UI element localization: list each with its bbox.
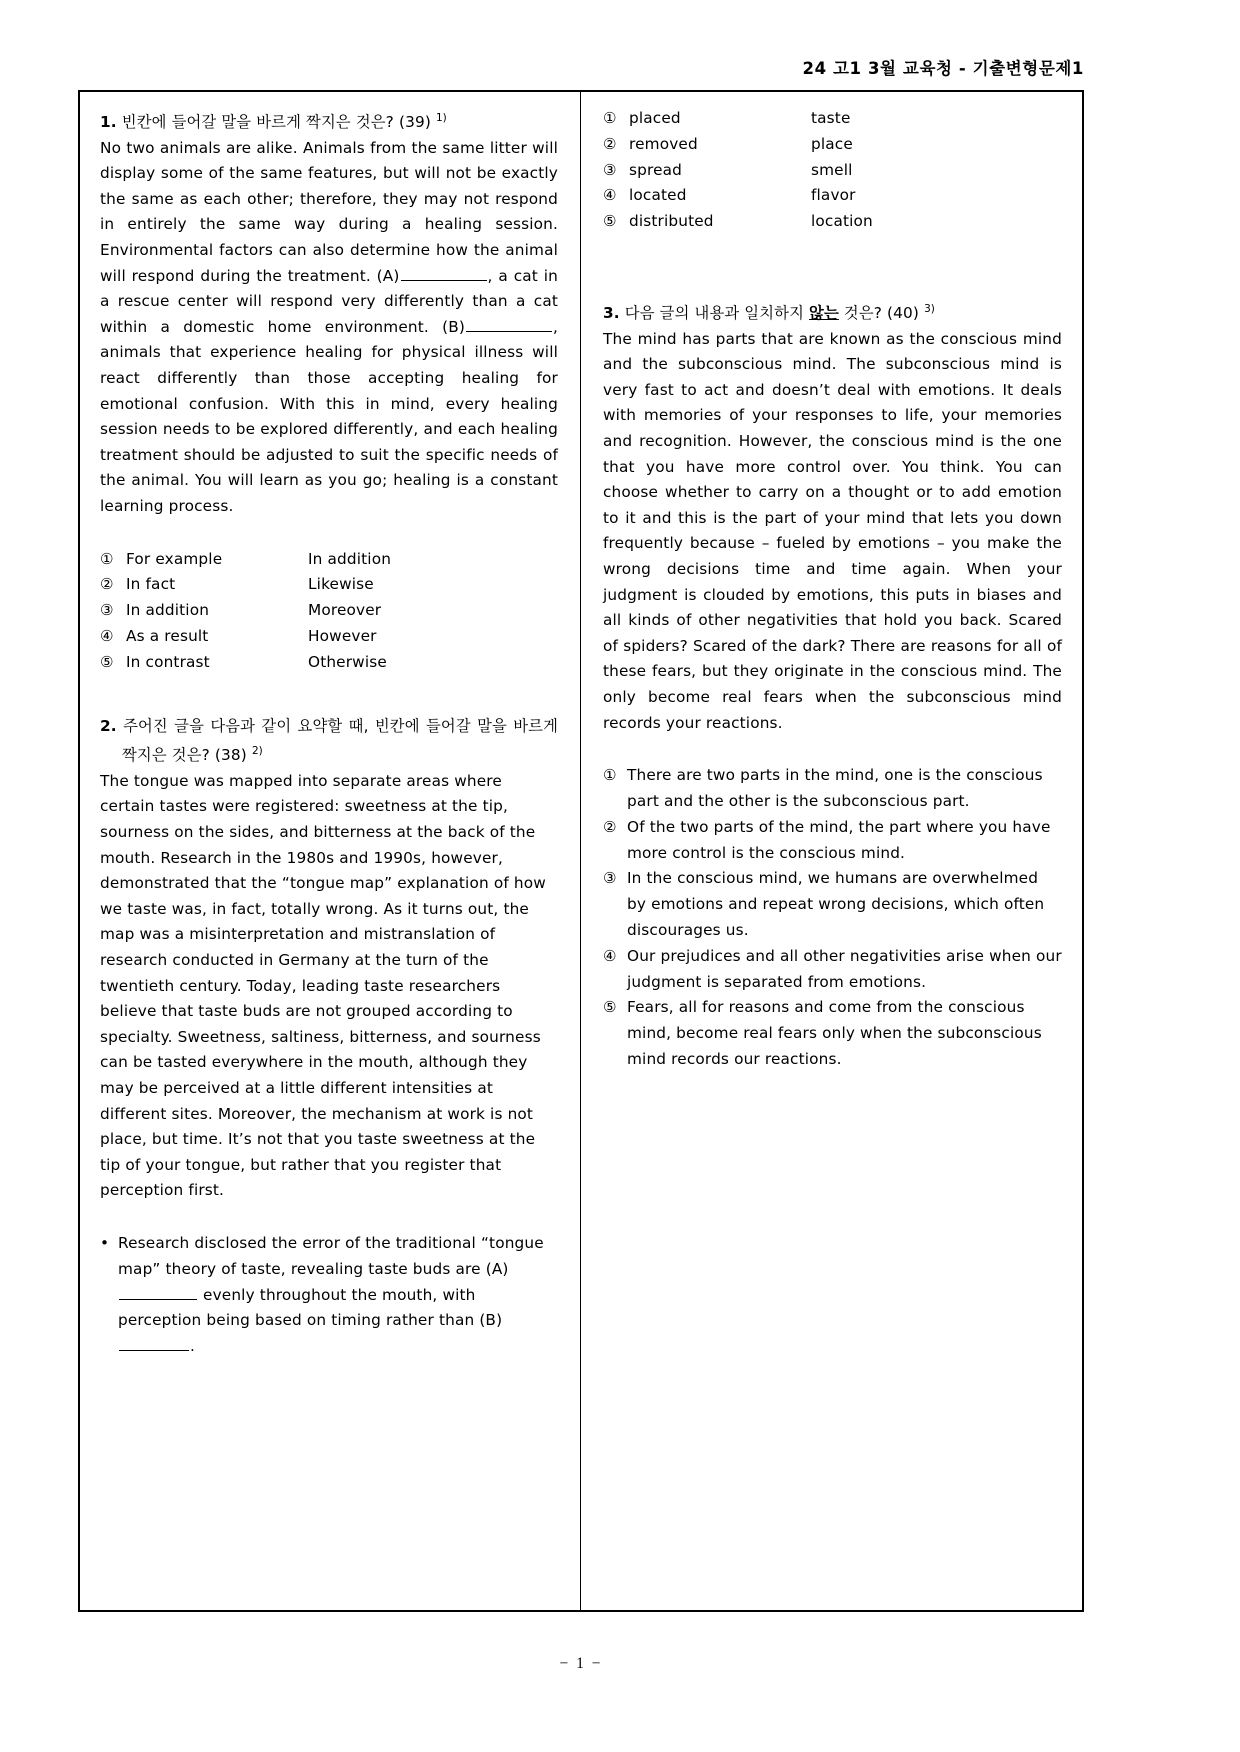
bullet-icon: • — [100, 1233, 110, 1252]
question-1-heading — [100, 106, 558, 136]
option-marker: ④ — [603, 186, 617, 205]
option-marker: ② — [603, 817, 617, 836]
question-3-option-1[interactable] — [603, 763, 1062, 815]
option-marker: ⑤ — [603, 212, 617, 231]
question-3-passage: The mind has parts that are known as the conscious mind and the subconscious mind. The subconscious mind is very fast to act and doesn’t deal with emotions. It deals with memories of your responses to life, your memories and recognition. However, the conscious mind is the one that you have more control over. You think. You can choose whether to carry on a thought or to add emotion to it and this is the part of your mind that lets you down frequently because – fueled by emotions – you make the wrong decisions time and time again. When your judgment is clouded by emotions, this puts in biases and all kinds of other negativities that hold you back. Scared of spiders? Scared of the dark? There are reasons for all of these fears, but they originate in the conscious mind. The only become real fears when the subconscious mind records your reactions. — [603, 329, 1062, 732]
spacer — [603, 736, 1062, 763]
option-text-b: However — [308, 626, 377, 645]
option-text-a: In contrast — [126, 652, 210, 671]
option-text: Of the two parts of the mind, the part where you have more control is the conscious mind. — [627, 817, 1051, 862]
option-text-b: smell — [811, 160, 853, 179]
question-2-option-5[interactable] — [603, 209, 1062, 235]
option-text-b: Likewise — [308, 575, 374, 594]
question-2-blank-a — [119, 1284, 197, 1300]
spacer — [603, 235, 1062, 297]
question-2-blank-b — [119, 1335, 189, 1351]
question-1-passage — [100, 136, 558, 520]
option-marker: ① — [603, 109, 617, 127]
option-text-a: In addition — [126, 601, 210, 620]
option-text-a: placed — [629, 109, 681, 127]
option-text: There are two parts in the mind, one is the conscious part and the other is the subconscious part. — [627, 766, 1043, 810]
option-text-b: Moreover — [308, 601, 382, 620]
option-text-b: location — [811, 212, 873, 231]
summary-part3: . — [190, 1337, 196, 1356]
summary-part2: evenly throughout the mouth, with perception being based on timing rather than (B) — [118, 1285, 503, 1330]
question-2-options — [603, 106, 1062, 235]
option-marker: ⑤ — [100, 652, 114, 671]
spacer — [100, 676, 558, 714]
question-2-option-1[interactable] — [603, 106, 1062, 132]
option-marker: ① — [100, 549, 114, 568]
question-3-prompt-before: 다음 글의 내용과 일치하지 — [624, 304, 810, 323]
left-column — [78, 90, 581, 1612]
summary-part1: Research disclosed the error of the traditional “tongue map” theory of taste, revealing taste buds are (A) — [118, 1233, 544, 1278]
question-1-options — [100, 547, 558, 676]
question-2-heading — [100, 714, 558, 769]
question-3-footnote-marker: 3) — [924, 302, 935, 315]
spacer — [100, 520, 558, 547]
question-2-option-2[interactable] — [603, 132, 1062, 158]
question-2-prompt-line1: 주어진 글을 다음과 같이 요약할 때, 빈칸에 들어갈 — [123, 716, 471, 735]
question-1-option-2[interactable] — [100, 572, 558, 598]
option-marker: ④ — [100, 626, 114, 645]
option-text: Our prejudices and all other negativities arise when our judgment is separated from emotions. — [627, 946, 1062, 991]
question-1-option-4[interactable] — [100, 624, 558, 650]
page-footer: − 1 − — [559, 1655, 603, 1672]
question-3-options — [603, 763, 1062, 1073]
question-3-option-5[interactable] — [603, 995, 1062, 1072]
question-1-blank-b — [466, 316, 552, 332]
option-text-a: removed — [629, 134, 698, 153]
option-marker: ② — [100, 575, 114, 594]
question-1-passage-part2: , a cat in a rescue center will respond very differently than a cat within a domestic home environment. (B) — [100, 266, 558, 336]
question-3-option-3[interactable] — [603, 866, 1062, 943]
spacer — [100, 1204, 558, 1231]
question-2-option-4[interactable] — [603, 183, 1062, 209]
option-marker: ① — [603, 766, 617, 785]
question-1-footnote-marker: 1) — [435, 112, 447, 124]
option-marker: ③ — [603, 869, 617, 888]
question-3-negation-word: 않는 — [809, 304, 839, 323]
option-text-a: spread — [629, 160, 683, 179]
option-text-b: flavor — [811, 186, 856, 205]
question-3-option-2[interactable] — [603, 815, 1062, 867]
question-1-option-1[interactable] — [100, 547, 558, 573]
question-1-blank-a — [401, 265, 487, 281]
option-marker: ⑤ — [603, 998, 617, 1017]
option-text-b: In addition — [308, 549, 392, 568]
option-text-a: located — [629, 186, 687, 205]
question-1-prompt: 빈칸에 들어갈 말을 바르게 짝지은 것은? (39) — [121, 113, 431, 132]
question-3-heading — [603, 297, 1062, 327]
question-2-number: 2. — [100, 716, 117, 735]
option-text-a: distributed — [629, 212, 714, 231]
option-marker: ④ — [603, 946, 617, 965]
question-3-option-4[interactable] — [603, 944, 1062, 996]
question-2-prompt-line2: 말을 바르게 짝지은 것은? (38) — [122, 716, 558, 765]
option-marker: ③ — [100, 601, 114, 620]
option-text: In the conscious mind, we humans are overwhelmed by emotions and repeat wrong decisions, which often discourages us. — [627, 869, 1045, 939]
question-1-option-5[interactable] — [100, 650, 558, 676]
option-text-a: For example — [126, 549, 223, 568]
question-3-number: 3. — [603, 304, 620, 323]
option-text-a: As a result — [126, 626, 209, 645]
question-2-passage: The tongue was mapped into separate areas where certain tastes were registered: sweetness at the tip, sourness on the sides, and bitterness at the back of the mouth. Research in the 1980s and 1990s, however, demonstrated that the “tongue map” explanation of how we taste was, in fact, totally wrong. As it turns out, the map was a misinterpretation and mistranslation of research conducted in Germany at the turn of the twentieth century. Today, leading taste researchers believe that taste buds are not grouped according to specialty. Sweetness, saltiness, bitterness, and sourness can be tasted everywhere in the mouth, although they may be perceived at a little different intensities at different sites. Moreover, the mechanism at work is not place, but time. It’s not that you taste sweetness at the tip of your tongue, but rather that you register that perception first. — [100, 771, 546, 1200]
question-3-prompt-after: 것은? (40) — [838, 304, 920, 323]
option-text-a: In fact — [126, 575, 176, 594]
question-2-footnote-marker: 2) — [251, 745, 263, 758]
question-1-passage-part3: , animals that experience healing for physical illness will react differently than those accepting healing for emotional confusion. With this in mind, every healing session needs to be explored differently, and each healing treatment should be adjusted to suit the specific needs of the animal. You will learn as you go; healing is a constant learning process. — [100, 317, 558, 515]
question-2-summary-text — [118, 1231, 558, 1360]
two-column-layout — [78, 90, 1084, 1612]
option-marker: ② — [603, 134, 617, 153]
right-column — [581, 90, 1084, 1612]
option-text-b: Otherwise — [308, 652, 387, 671]
option-text: Fears, all for reasons and come from the conscious mind, become real fears only when the subconscious mind records our reactions. — [627, 998, 1042, 1068]
question-1-option-3[interactable] — [100, 598, 558, 624]
option-text-b: taste — [811, 109, 851, 127]
option-text-b: place — [811, 134, 853, 153]
question-1-passage-part1: No two animals are alike. Animals from the same litter will display some of the same features, but will not be exactly the same as each other; therefore, they may not respond in entirely the same way during a healing session. Environmental factors can also determine how the animal will respond during the treatment. (A) — [100, 138, 558, 285]
option-marker: ③ — [603, 160, 617, 179]
page-header-title: 24 고1 3월 교육청 - 기출변형문제1 — [802, 59, 1084, 78]
question-1-number: 1. — [100, 113, 117, 132]
question-2-option-3[interactable] — [603, 158, 1062, 184]
question-2-summary — [100, 1231, 558, 1360]
